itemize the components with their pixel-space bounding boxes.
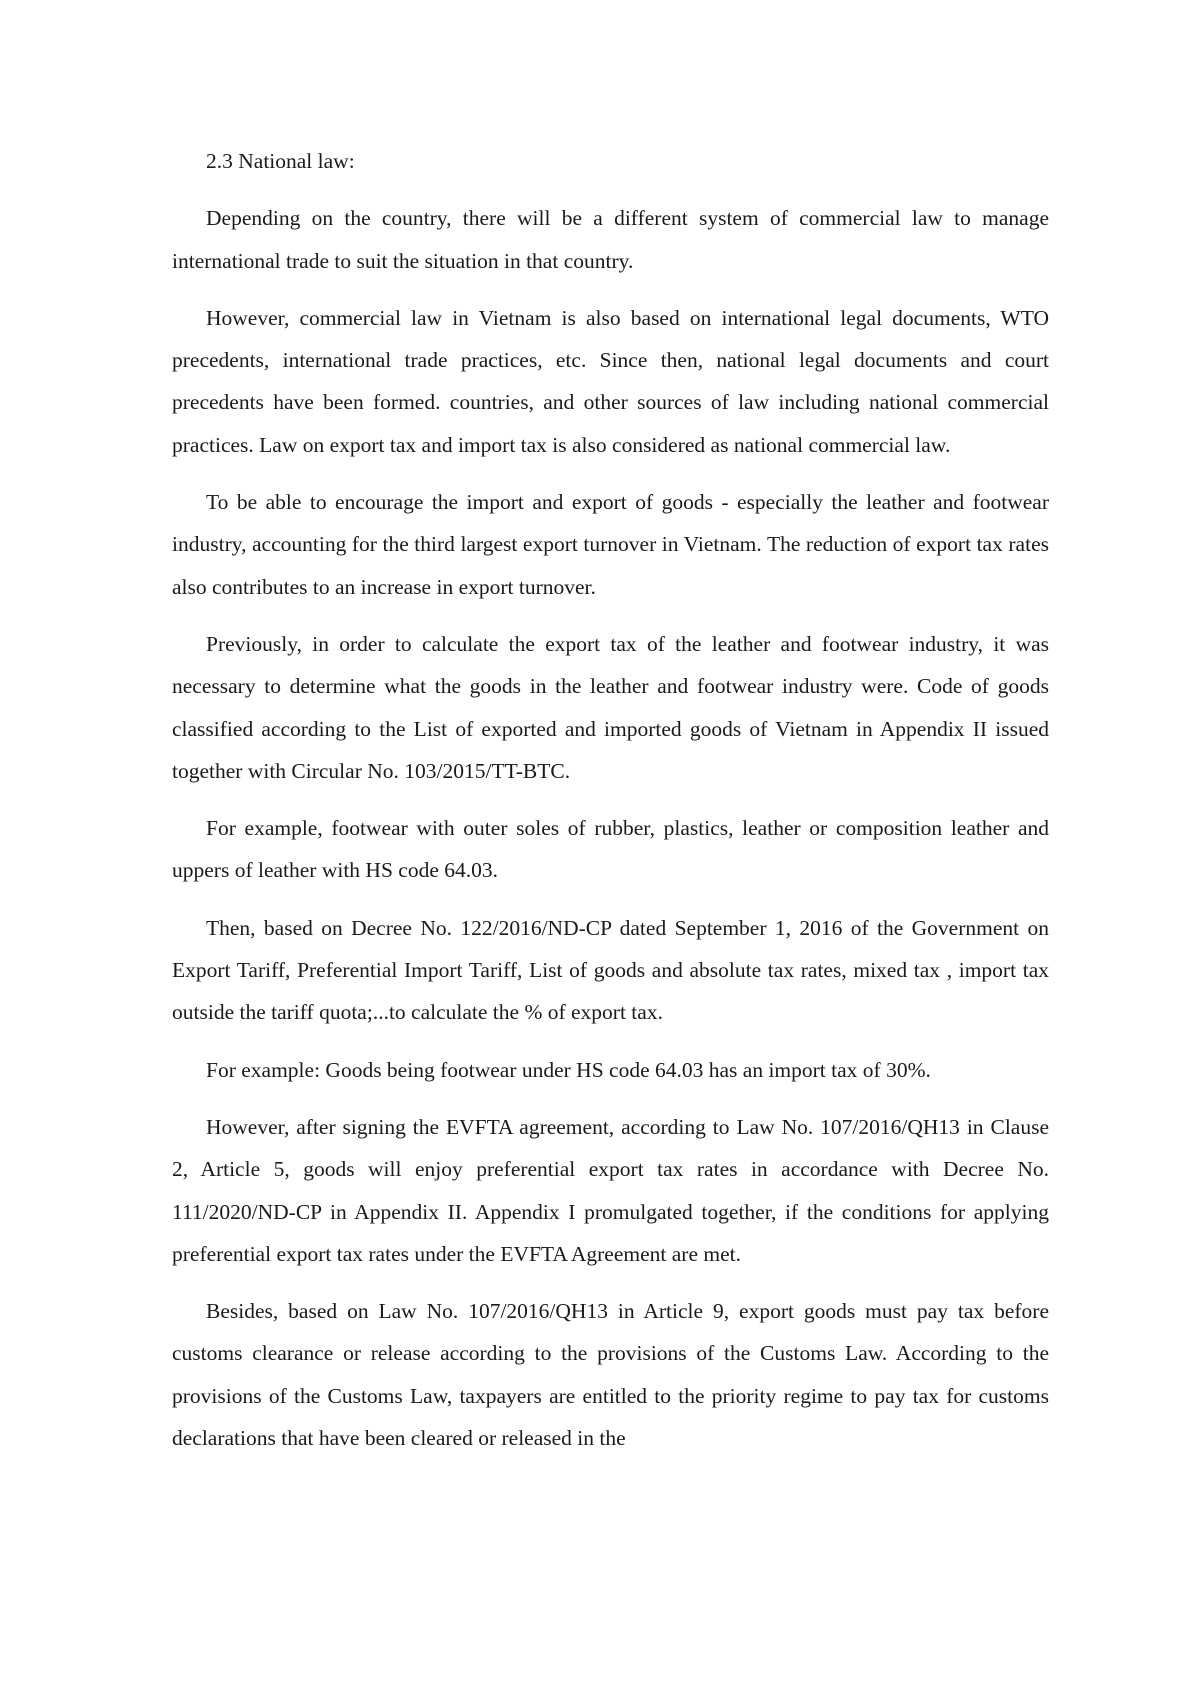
paragraph-customs-clearance: Besides, based on Law No. 107/2016/QH13 in Article 9, export goods must pay tax before customs clearance or release according to the provisions of the Customs Law. According to the provisions of the Customs Law, taxpayers are entitled to the priority regime to pay tax for customs declarations that have been cleared or released in the bbox=[172, 1299, 1049, 1451]
section-heading: 2.3 National law: bbox=[206, 149, 355, 173]
paragraph-goods-classification: Previously, in order to calculate the export tax of the leather and footwear industry, it was necessary to determine what the goods in the leather and footwear industry were. Code of goods classified according to the List of exported and imported goods of Vietnam in Appendix II issued together with Circular No. 103/2015/TT-BTC. bbox=[172, 631, 1049, 783]
paragraph-vietnam-commercial-law: However, commercial law in Vietnam is also based on international legal documents, WTO precedents, international trade practices, etc. Since then, national legal documents and court precedents have been formed. countries, and other sources of law including national commercial practices. Law on export tax and import tax is also considered as national commercial law. bbox=[172, 305, 1049, 457]
paragraph-example-import-tax: For example: Goods being footwear under HS code 64.03 has an import tax of 30%. bbox=[206, 1057, 931, 1082]
paragraph-decree-122: Then, based on Decree No. 122/2016/ND-CP dated September 1, 2016 of the Government on Export Tariff, Preferential Import Tariff, List of goods and absolute tax rates, mixed tax , import tax outside the tariff quota;...to calculate the % of export tax. bbox=[172, 915, 1049, 1025]
paragraph-leather-footwear: To be able to encourage the import and export of goods - especially the leather and footwear industry, accounting for the third largest export turnover in Vietnam. The reduction of export tax rates also contributes to an increase in export turnover. bbox=[172, 490, 1049, 599]
document-page bbox=[172, 140, 1049, 1474]
paragraph-example-hs-code: For example, footwear with outer soles of rubber, plastics, leather or composition leather and uppers of leather with HS code 64.03. bbox=[172, 816, 1049, 883]
paragraph-evfta-agreement: However, after signing the EVFTA agreement, according to Law No. 107/2016/QH13 in Clause 2, Article 5, goods will enjoy preferential export tax rates in accordance with Decree No. 111/2020/ND-CP in Appendix II. Appendix I promulgated together, if the conditions for applying preferential export tax rates under the EVFTA Agreement are met. bbox=[172, 1114, 1049, 1266]
paragraph-country-systems: Depending on the country, there will be a different system of commercial law to manage international trade to suit the situation in that country. bbox=[172, 206, 1049, 273]
